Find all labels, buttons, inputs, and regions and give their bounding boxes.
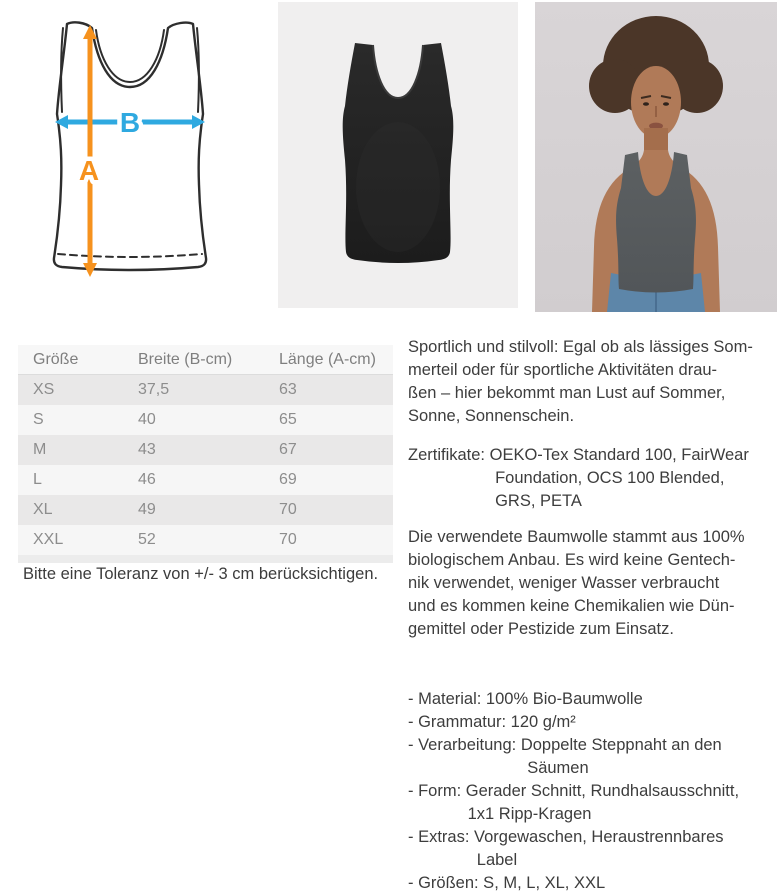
cell-width: 52 xyxy=(138,531,156,548)
description-line: - Form: Gerader Schnitt, Rundhalsausschnitt, xyxy=(408,782,740,800)
description-line: Die verwendete Baumwolle stammt aus 100% xyxy=(408,528,745,546)
description-line: 1x1 Ripp-Kragen xyxy=(408,805,592,823)
description-line: - Grammatur: 120 g/m² xyxy=(408,713,576,731)
cell-size: XL xyxy=(33,501,53,518)
description-line: Sportlich und stilvoll: Egal ob als lässiges Som- xyxy=(408,338,753,356)
table-row xyxy=(18,405,393,435)
column-header-size: Größe xyxy=(18,345,137,375)
description-line: - Material: 100% Bio-Baumwolle xyxy=(408,690,643,708)
table-footer-strip xyxy=(18,555,393,563)
column-header-width: Breite (B-cm) xyxy=(137,345,278,375)
description-line: Sonne, Sonnenschein. xyxy=(408,407,575,425)
description-line: Foundation, OCS 100 Blended, xyxy=(408,469,725,487)
model-photo[interactable] xyxy=(535,2,777,312)
model-face xyxy=(631,66,681,138)
description-line: - Extras: Vorgewaschen, Heraustrennbares xyxy=(408,828,724,846)
description-line: gemittel oder Pestizide zum Einsatz. xyxy=(408,620,674,638)
size-diagram-image[interactable] xyxy=(0,0,260,320)
cell-length: 67 xyxy=(279,441,297,458)
cell-length: 70 xyxy=(279,501,297,518)
description-line: Zertifikate: OEKO-Tex Standard 100, FairWear xyxy=(408,446,749,464)
black-tank-illustration xyxy=(278,2,518,308)
tank-outline xyxy=(54,22,206,270)
cell-length: 63 xyxy=(279,381,297,398)
description-line: nik verwendet, weniger Wasser verbraucht xyxy=(408,574,720,592)
cell-length: 69 xyxy=(279,471,297,488)
description-line: Label xyxy=(408,851,518,869)
cell-width: 40 xyxy=(138,411,156,428)
description-line: und es kommen keine Chemikalien wie Dün- xyxy=(408,597,735,615)
product-photo-black-tank[interactable] xyxy=(278,2,518,308)
table-row xyxy=(18,525,393,555)
column-header-length: Länge (A-cm) xyxy=(278,345,393,375)
length-arrow-a xyxy=(79,25,99,277)
model-illustration xyxy=(535,2,777,312)
length-label-a: A xyxy=(78,155,100,186)
cell-width: 43 xyxy=(138,441,156,458)
cell-width: 49 xyxy=(138,501,156,518)
description-line: - Größen: S, M, L, XL, XXL xyxy=(408,874,606,892)
description-line: GRS, PETA xyxy=(408,492,582,510)
description-line: biologischem Anbau. Es wird keine Gentech- xyxy=(408,551,736,569)
description-line: ßen – hier bekommt man Lust auf Sommer, xyxy=(408,384,726,402)
description-block xyxy=(408,444,777,513)
description-line xyxy=(408,641,777,664)
description-line: Säumen xyxy=(408,759,589,777)
cell-size: XXL xyxy=(33,531,64,548)
cell-width: 37,5 xyxy=(138,381,170,398)
table-row xyxy=(18,465,393,495)
size-table xyxy=(18,345,393,555)
description-block xyxy=(408,526,777,664)
table-row xyxy=(18,495,393,525)
description-line: - Verarbeitung: Doppelte Steppnaht an den xyxy=(408,736,722,754)
tolerance-note: Bitte eine Toleranz von +/- 3 cm berücksichtigen. xyxy=(23,565,379,583)
cell-length: 70 xyxy=(279,531,297,548)
cell-length: 65 xyxy=(279,411,297,428)
description-block xyxy=(408,336,777,428)
cell-width: 46 xyxy=(138,471,156,488)
width-label-b: B xyxy=(119,107,141,138)
cell-size: S xyxy=(33,411,44,428)
table-row xyxy=(18,375,393,406)
cell-size: M xyxy=(33,441,47,458)
cell-size: L xyxy=(33,471,42,488)
table-header-row xyxy=(18,345,393,375)
fabric-sheen xyxy=(356,122,440,252)
tank-outline-drawing xyxy=(0,0,260,320)
cell-size: XS xyxy=(33,381,55,398)
description-line: merteil oder für sportliche Aktivitäten drau- xyxy=(408,361,718,379)
description-block xyxy=(408,688,777,895)
width-arrow-b xyxy=(55,107,205,138)
table-row xyxy=(18,435,393,465)
product-description xyxy=(408,336,777,895)
size-table-wrap xyxy=(18,345,393,563)
